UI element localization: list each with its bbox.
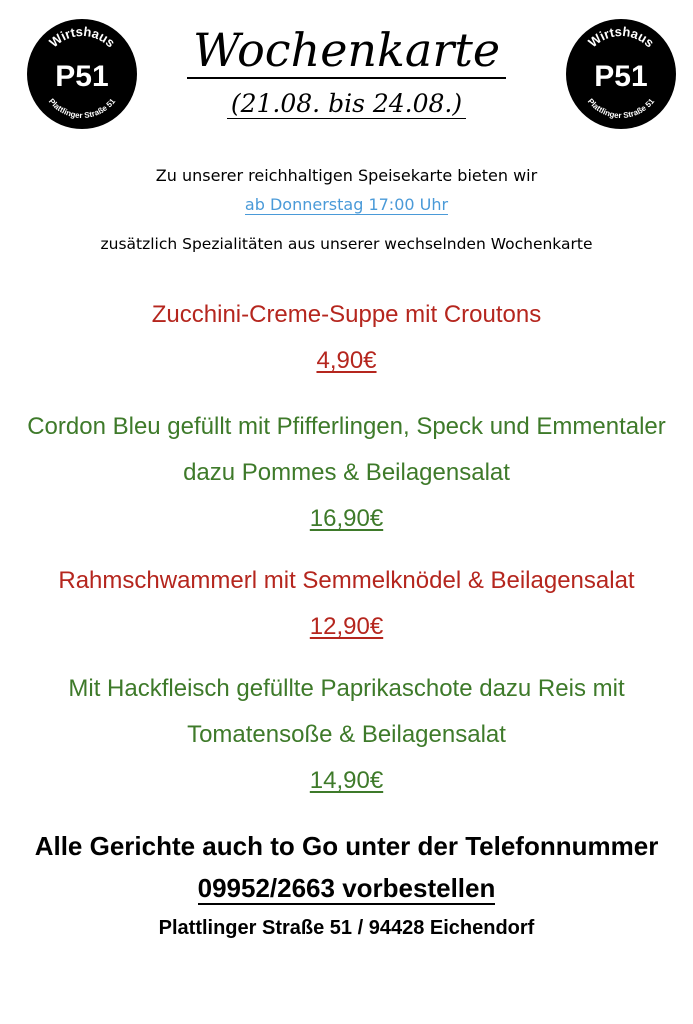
- intro-line-1: Zu unserer reichhaltigen Speisekarte bieten wir: [155, 166, 538, 185]
- dish-name: Zucchini-Creme-Suppe mit Croutons: [151, 301, 542, 328]
- logo-top-text: Wirtshaus: [585, 23, 658, 51]
- page-title: [0, 20, 693, 80]
- dish-item: [0, 404, 693, 542]
- dish-item: [0, 558, 693, 650]
- dish-side: dazu Pommes & Beilagensalat: [183, 459, 510, 486]
- dish-name: Mit Hackfleisch gefüllte Paprikaschote dazu Reis mit: [68, 675, 625, 702]
- intro-line-2: [0, 193, 693, 217]
- address: Plattlinger Straße 51 / 94428 Eichendorf: [158, 917, 535, 939]
- intro-line-2-text: ab Donnerstag 17:00 Uhr: [244, 195, 449, 214]
- logo-main-text: P51: [594, 60, 648, 93]
- dish-price: 14,90€: [309, 767, 384, 794]
- page-title-text: Wochenkarte: [187, 23, 506, 79]
- date-range: [0, 86, 693, 122]
- intro-line-3: zusätzlich Spezialitäten aus unserer wechselnden Wochenkarte: [100, 235, 593, 253]
- logo-main-text: P51: [55, 60, 109, 93]
- dish-item: [0, 292, 693, 384]
- phone-number: 09952/2663 vorbestellen: [197, 873, 496, 903]
- dish-side: Tomatensoße & Beilagensalat: [187, 721, 506, 748]
- dish-name: Cordon Bleu gefüllt mit Pfifferlingen, Speck und Emmentaler: [27, 413, 666, 440]
- dish-name: Rahmschwammerl mit Semmelknödel & Beilagensalat: [58, 567, 635, 594]
- logo-bottom-text: Plattlinger Straße 51: [585, 96, 657, 121]
- phone-line: [0, 868, 693, 908]
- dish-item: [0, 666, 693, 804]
- dish-price: 12,90€: [309, 613, 384, 640]
- togo-note: Alle Gerichte auch to Go unter der Telefonnummer: [34, 831, 659, 861]
- dish-price: 4,90€: [316, 347, 377, 374]
- dish-price: 16,90€: [309, 505, 384, 532]
- date-range-text: (21.08. bis 24.08.): [227, 89, 466, 119]
- logo-top-text: Wirtshaus: [46, 23, 119, 51]
- logo-bottom-text: Plattlinger Straße 51: [46, 96, 118, 121]
